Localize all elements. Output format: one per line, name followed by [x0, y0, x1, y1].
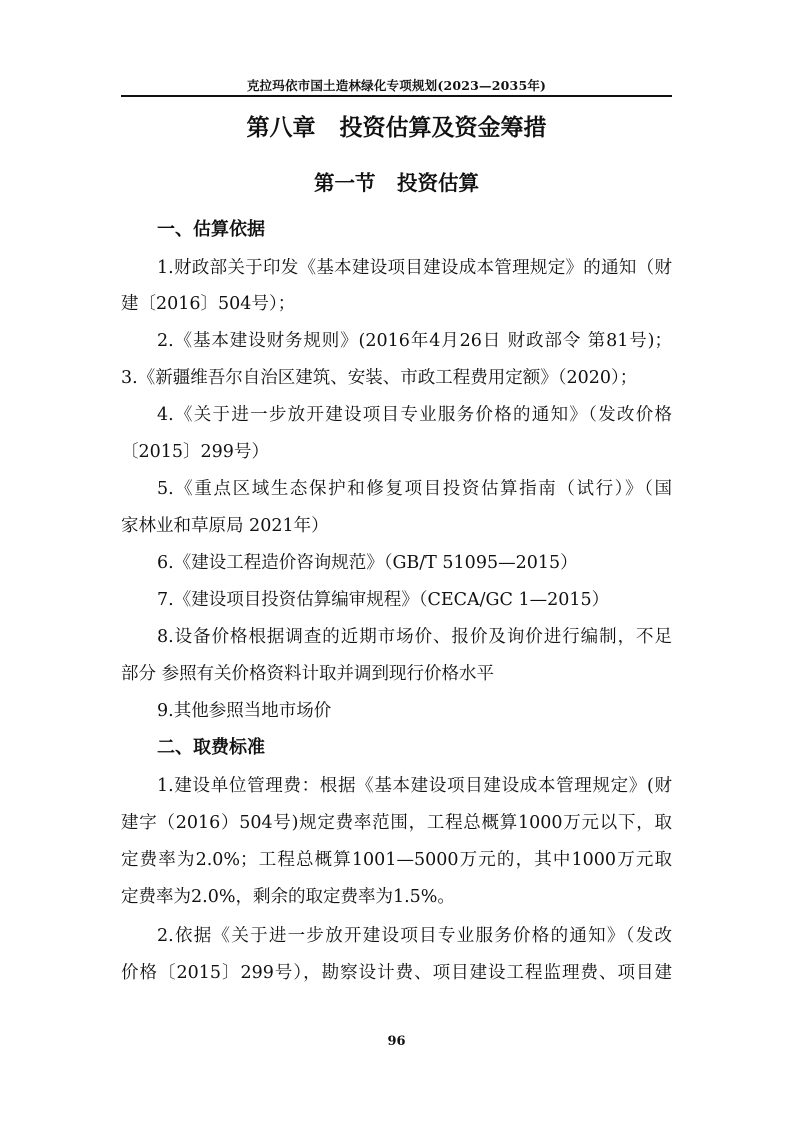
basis-line: 4.《关于进一步放开建设项目专业服务价格的通知》（发改价格: [157, 405, 672, 425]
basis-line: 家林业和草原局 2021年）: [121, 516, 329, 536]
basis-line: 9.其他参照当地市场价: [157, 701, 332, 721]
chapter-title: 第八章 投资估算及资金筹措: [246, 114, 547, 141]
fees-line: 2.依据《关于进一步放开建设项目专业服务价格的通知》（发改: [157, 926, 672, 946]
basis-line: 建〔2016〕504号）；: [121, 294, 296, 314]
basis-line: 3.《新疆维吾尔自治区建筑、安装、市政工程费用定额》（2020）；: [121, 368, 638, 388]
header-rule: [121, 95, 672, 97]
basis-line: 7.《建设项目投资估算编审规程》（CECA/GC 1—2015）: [157, 590, 610, 610]
fees-heading: 二、取费标准: [157, 737, 265, 758]
fees-line: 价格〔2015〕299号），勘察设计费、项目建设工程监理费、项目建: [121, 963, 672, 983]
basis-line: 5.《重点区域生态保护和修复项目投资估算指南（试行）》（国: [157, 479, 672, 499]
basis-line: 1.财政部关于印发《基本建设项目建设成本管理规定》的通知（财: [157, 258, 672, 278]
basis-line: 8.设备价格根据调查的近期市场价、报价及询价进行编制，不足: [157, 627, 672, 647]
running-header: 克拉玛依市国土造林绿化专项规划(2023—2035年): [246, 78, 547, 93]
fees-line: 定费率为2.0%，剩余的取定费率为1.5%。: [121, 887, 455, 907]
basis-line: 2.《基本建设财务规则》(2016年4月26日 财政部令 第81号)；: [157, 331, 672, 351]
page-number: 96: [387, 1034, 406, 1049]
fees-line: 定费率为2.0%；工程总概算1001—5000万元的，其中1000万元取: [121, 850, 672, 870]
basis-line: 〔2015〕299号）: [121, 442, 269, 462]
basis-line: 部分 参照有关价格资料计取并调到现行价格水平: [121, 664, 495, 684]
basis-line: 6.《建设工程造价咨询规范》（GB/T 51095—2015）: [157, 553, 578, 573]
fees-line: 1.建设单位管理费：根据《基本建设项目建设成本管理规定》(财: [157, 776, 672, 796]
section-title: 第一节 投资估算: [314, 171, 479, 195]
fees-line: 建字（2016）504号)规定费率范围，工程总概算1000万元以下，取: [121, 813, 672, 833]
basis-heading: 一、估算依据: [157, 219, 265, 240]
